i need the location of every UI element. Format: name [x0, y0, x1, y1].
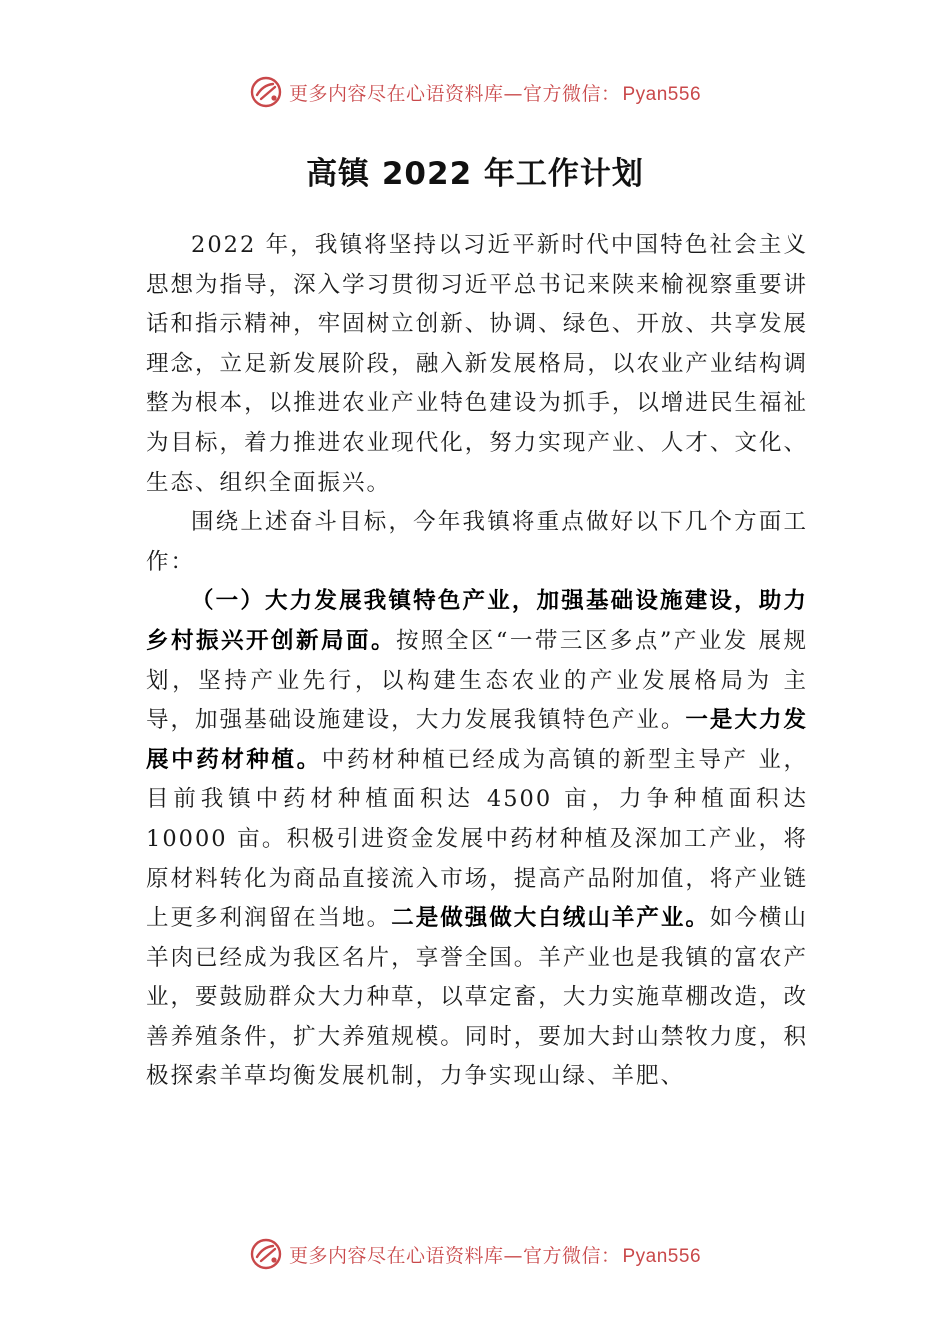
- section-1-point-2: 二是做强做大白绒山羊产业。: [391, 905, 710, 932]
- document-body: [146, 226, 808, 1097]
- section-1-text-c: 如今横山羊肉已经成为我区名片，享誉全国。羊产业也是我镇的富农产业，要鼓励群众大力种草，以草定畜，大力实施草棚改造，改善养殖条件，扩大养殖规模。同时，要加大封山禁牧力度，积极探索羊草均衡发展机制，力争实现山绿、羊肥、: [146, 905, 808, 1090]
- paragraph-section-1: [146, 582, 808, 1097]
- brand-logo-icon: [249, 75, 283, 109]
- footer-banner-text: 更多内容尽在心语资料库—官方微信： Pyan556: [288, 1244, 702, 1267]
- section-1-text-b: 中药材种植已经成为高镇的新型主导产 业，目前我镇中药材种植面积达 4500 亩，力争种植面积达 10000 亩。积极引进资金发展中药材种植及深加工产业，将原材料转化为商品直接流入市场，提高产品附加值，将产业链上更多利润留在当地。: [146, 746, 808, 932]
- paragraph-intro: 2022 年，我镇将坚持以习近平新时代中国特色社会主义思想为指导，深入学习贯彻习近平总书记来陕来榆视察重要讲话和指示精神，牢固树立创新、协调、绿色、开放、共享发展理念，立足新发展阶段，融入新发展格局，以农业产业结构调整为根本，以推进农业产业特色建设为抓手，以增进民生福祉为目标，着力推进农业现代化，努力实现产业、人才、文化、生态、组织全面振兴。: [146, 232, 808, 496]
- brand-logo-icon: [249, 1237, 283, 1271]
- section-1-text-a: 按照全区“一带三区多点”产业发 展规划，坚持产业先行，以构建生态农业的产业发展格局为 主导，加强基础设施建设，大力发展我镇特色产业。: [146, 627, 808, 734]
- footer-banner: [0, 1234, 950, 1274]
- document-title: 高镇 2022 年工作计划: [306, 156, 644, 192]
- wechat-handle: Pyan556: [622, 1245, 702, 1267]
- wechat-handle: Pyan556: [622, 83, 702, 105]
- header-banner-text: 更多内容尽在心语资料库—官方微信： Pyan556: [288, 82, 702, 105]
- paragraph-goals: 围绕上述奋斗目标，今年我镇将重点做好以下几个方面工作：: [146, 509, 808, 575]
- section-1-heading: （一）大力发展我镇特色产业，加强基础设施建设，助力乡村振兴开创新局面。: [146, 588, 808, 654]
- header-banner: [0, 72, 950, 112]
- section-1-point-1: 一是大力发展中药材种植。: [146, 707, 808, 773]
